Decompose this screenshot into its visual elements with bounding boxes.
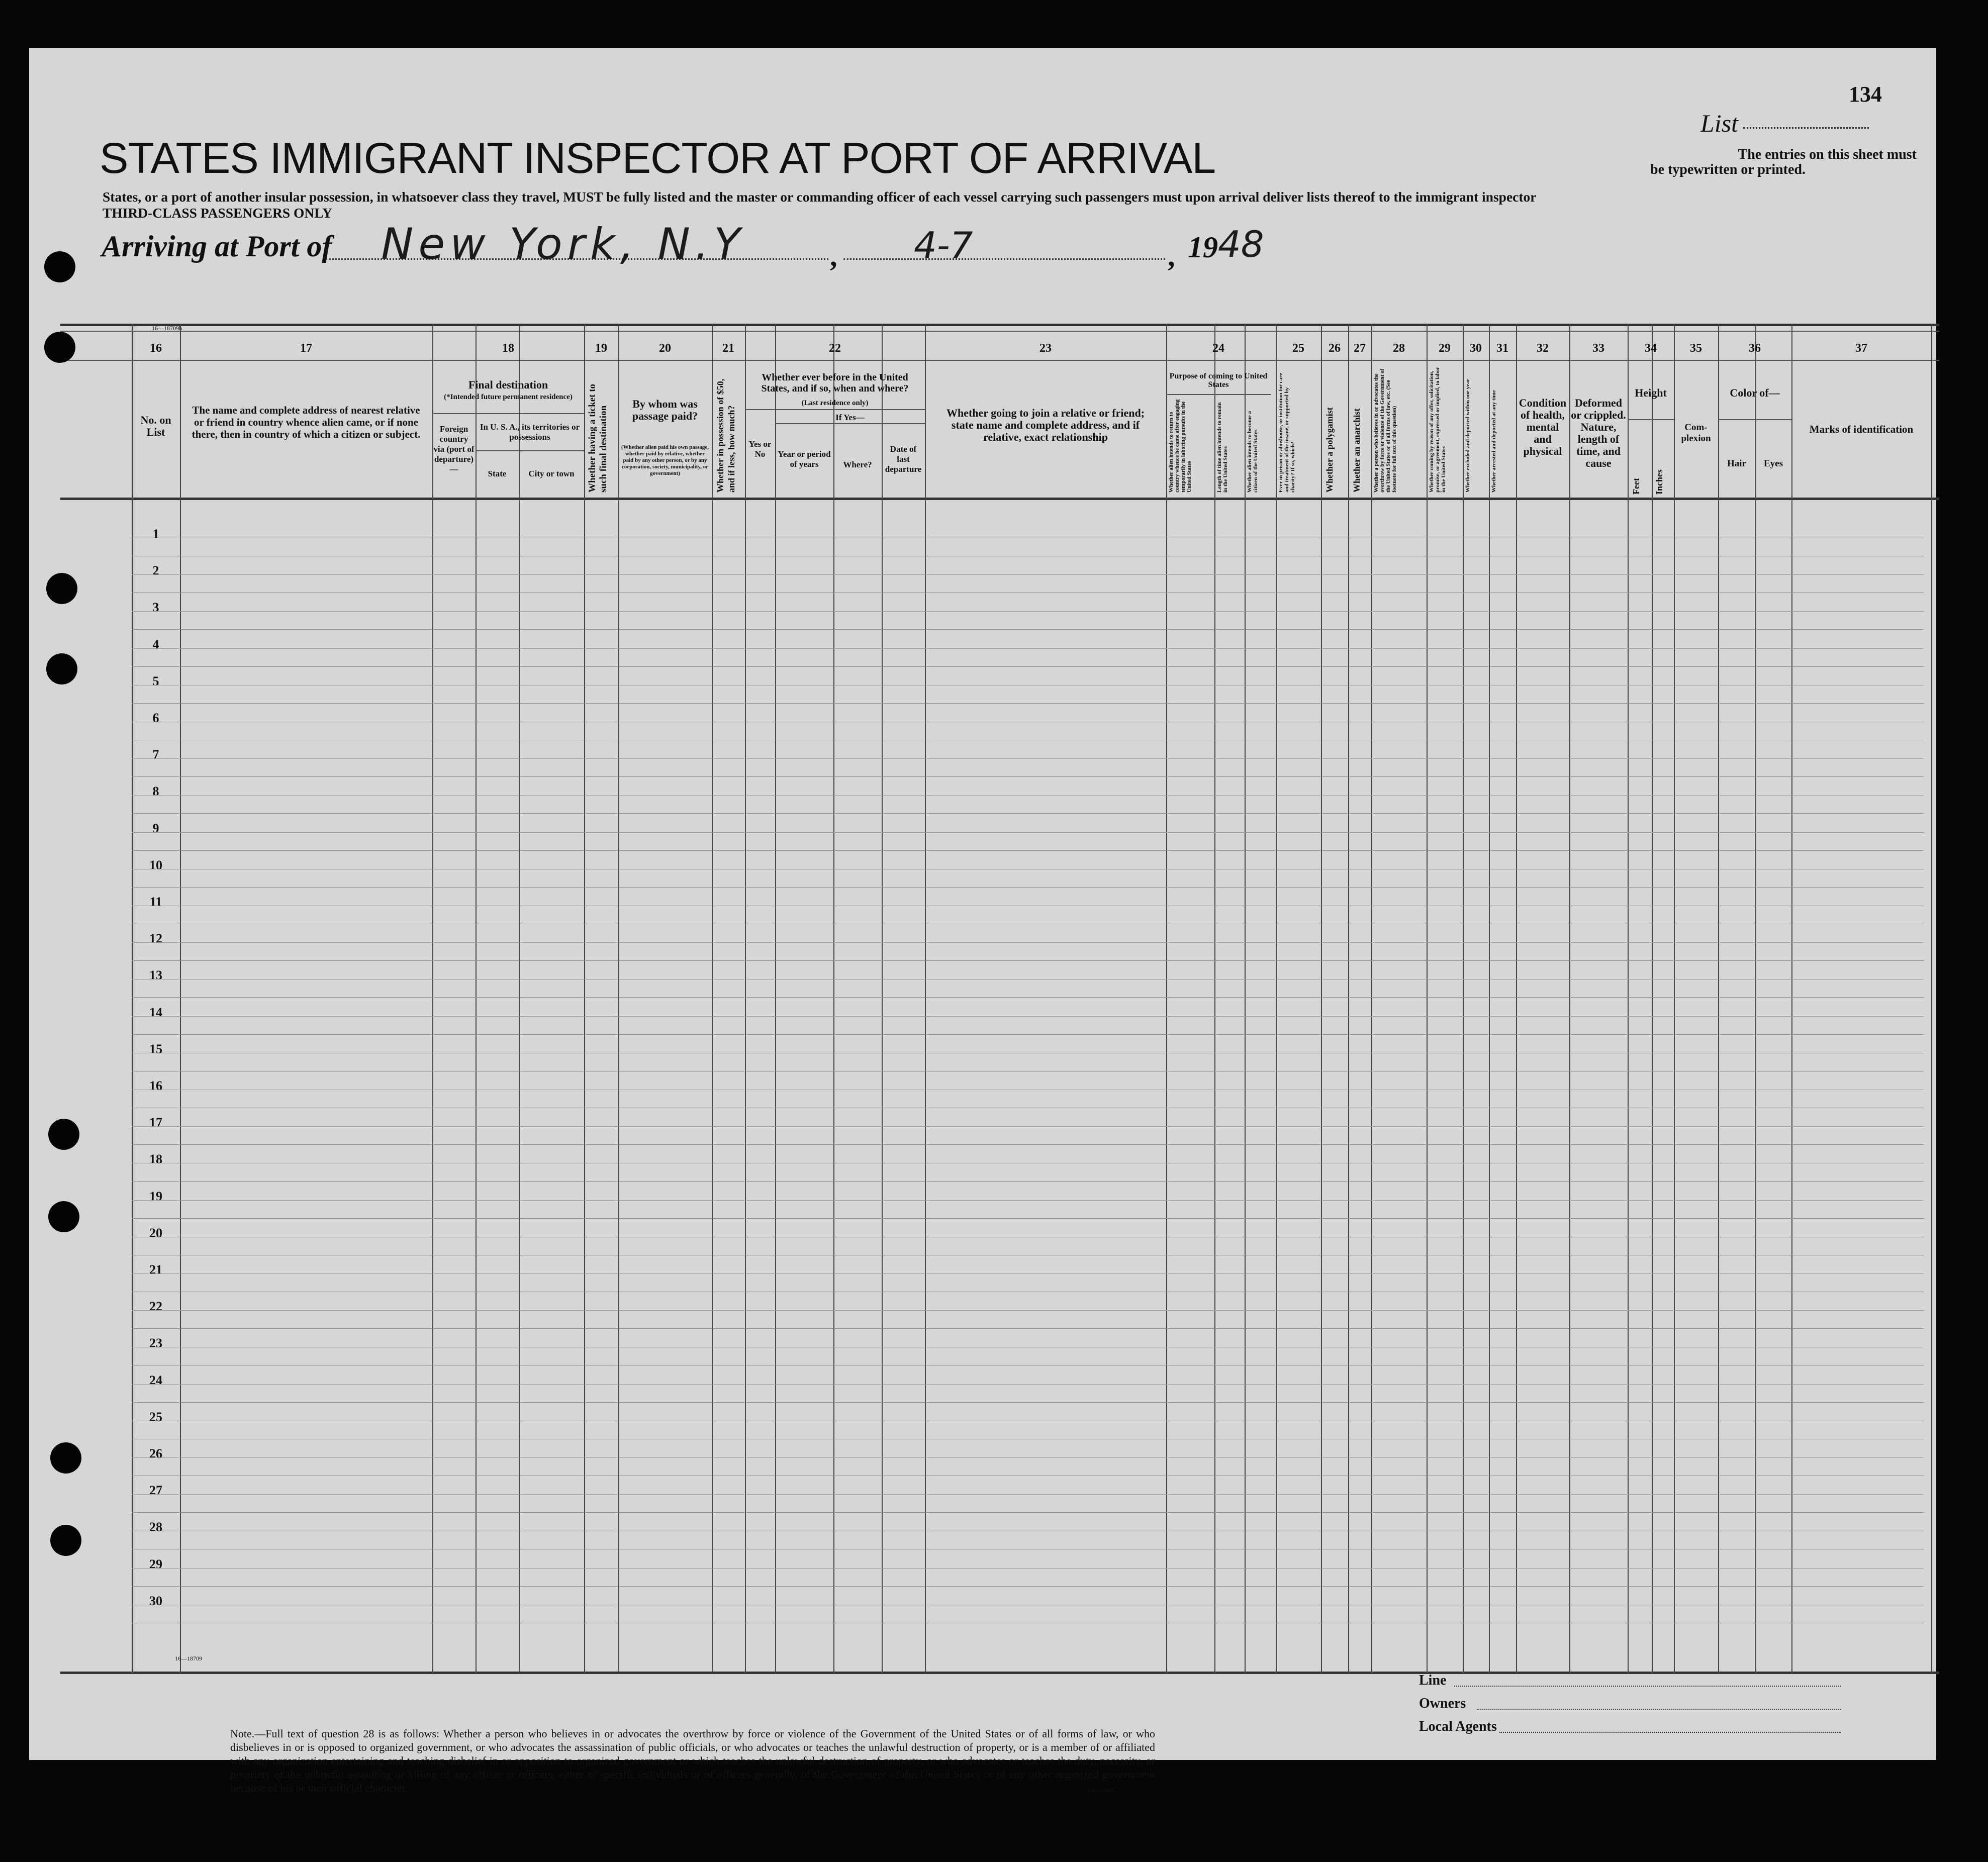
header-complexion: Com- plexion (1681, 422, 1711, 444)
row-number: 20 (149, 1226, 162, 1240)
list-label: List (1700, 109, 1739, 137)
col-line (1755, 324, 1756, 1674)
col-line (1718, 324, 1719, 1674)
row-rule (132, 629, 1924, 630)
col-number: 22 (829, 342, 841, 355)
header-arrested: Whether arrested and deported at any time (1491, 390, 1497, 493)
header-before-in-us: Whether ever before in the United States, and if so, when and where? (761, 372, 909, 394)
row-rule (132, 1586, 1924, 1587)
header-deformed: Deformed or crippled. Nature, length of time, and cause (1571, 397, 1626, 469)
row-rule (132, 942, 1924, 943)
row-rule (132, 1328, 1924, 1329)
header-feet: Feet (1631, 478, 1641, 495)
header-color-of: Color of— (1730, 386, 1780, 399)
row-rule (132, 1568, 1924, 1569)
typewritten-notice-line2: be typewritten or printed. (1650, 162, 1806, 177)
row-number: 23 (149, 1336, 162, 1350)
header-if-yes: If Yes— (835, 413, 865, 422)
col-line (1348, 324, 1349, 1674)
header-final-destination: Final destination (468, 378, 548, 391)
row-number: 4 (152, 637, 159, 652)
row-number: 2 (152, 563, 159, 578)
row-rule (132, 850, 1924, 851)
header-inches: Inches (1654, 469, 1664, 495)
c34-sub-divider (1628, 419, 1674, 420)
list-number: 134 (1849, 82, 1882, 107)
row-rule (132, 997, 1924, 998)
c18-usa-divider (476, 450, 584, 451)
table-bottom-border (60, 1672, 1939, 1674)
row-rule (132, 758, 1924, 759)
row-number: 5 (152, 674, 159, 689)
form-code-note: 16—18709b (1085, 1787, 1115, 1794)
col-line (1321, 324, 1322, 1674)
row-number: 11 (149, 895, 162, 909)
header-where: Where? (843, 460, 872, 469)
header-nearest-relative: The name and complete address of nearest relative or friend in country whence alien came, or if none there, then in country of which a citizen or subject. (192, 404, 421, 440)
footer-line-field[interactable] (1454, 1686, 1841, 1687)
header-before-in-us-sub: (Last residence only) (801, 399, 869, 407)
row-rule (132, 776, 1924, 777)
row-number: 27 (149, 1483, 162, 1498)
binder-hole (50, 1525, 81, 1556)
col-number: 26 (1329, 342, 1341, 355)
row-number: 21 (149, 1262, 162, 1277)
footer-owners-label: Owners (1419, 1696, 1466, 1711)
row-number: 29 (149, 1557, 162, 1572)
header-last-departure: Date of last departure (885, 444, 922, 474)
row-number: 8 (152, 784, 159, 799)
row-rule (132, 1200, 1924, 1201)
header-passage-paid-sub: (Whether alien paid his own passage, whether paid by relative, whether paid by any other person, or by any corporation, society, municipality, or government) (621, 444, 709, 476)
header-q28: Whether a person who believes in or advocates the overthrow by force or violence of the Government of the United States or of all forms of law, etc. (See footnote for full text of this question) (1373, 368, 1397, 493)
header-height: Height (1635, 386, 1667, 399)
row-rule (132, 648, 1924, 649)
row-rule (132, 1144, 1924, 1145)
row-rule (132, 1512, 1924, 1513)
header-foreign-country: Foreign country via (port of departure)— (433, 424, 475, 474)
row-rule (132, 1457, 1924, 1458)
col-number: 36 (1749, 342, 1761, 355)
row-rule (132, 574, 1924, 575)
page-title: STATES IMMIGRANT INSPECTOR AT PORT OF ARRIVAL (100, 134, 1216, 182)
col-line (132, 324, 133, 1674)
header-purpose-return: Whether alien intends to return to country whence he came after engaging temporarily in laboring pursuits in the United States (1168, 399, 1192, 493)
col-number: 33 (1592, 342, 1604, 355)
row-rule (132, 887, 1924, 888)
col-line (1931, 324, 1932, 1674)
c24-sub-divider (1166, 394, 1271, 395)
row-number: 22 (149, 1299, 162, 1314)
row-number: 3 (152, 600, 159, 615)
comma-separator: , (1168, 240, 1175, 272)
col-line (1245, 324, 1246, 1674)
col-number: 21 (722, 342, 734, 355)
col-number: 28 (1393, 342, 1405, 355)
column-number-divider (60, 360, 1939, 361)
col-number: 31 (1496, 342, 1508, 355)
col-number: 24 (1212, 342, 1224, 355)
header-hair: Hair (1727, 458, 1746, 469)
list-line (1743, 127, 1869, 129)
subtitle-passenger-class: THIRD-CLASS PASSENGERS ONLY (103, 205, 332, 221)
row-rule (132, 1126, 1924, 1127)
question-28-note: Note.—Full text of question 28 is as follows: Whether a person who believes in or advocates the overthrow by force or violence of the Government of the United States or of all forms of law, or who disbelieves in or is opposed to organized government, or who advocates the assassination of public officials, or who advocates or teaches the unlawful destruction of property, or is a member of or affiliated with any organization entertaining and teaching disbelief in or opposition to organized government or which teaches the unlawful destruction of property, or who advocates or teaches the duty, necessity, or propriety of the unlawful assaulting or killing of any officer or officers, either of specific individuals or of officers generally, of the Government of the United States or of any other organized government because of his or their official character. (230, 1727, 1155, 1794)
col-line (1791, 324, 1792, 1674)
form-code-bottom: 16—18709 (175, 1655, 202, 1662)
col-number: 17 (300, 342, 312, 355)
row-rule (132, 960, 1924, 961)
col-number: 19 (595, 342, 607, 355)
row-number: 19 (149, 1189, 162, 1204)
col-line (925, 324, 926, 1674)
col-number: 18 (502, 342, 514, 355)
col-number: 25 (1292, 342, 1304, 355)
header-final-destination-sub: (*Intended future permanent residence) (444, 393, 573, 401)
binder-hole (46, 653, 77, 684)
col-number: 37 (1855, 342, 1867, 355)
row-number: 15 (149, 1042, 162, 1056)
footer-agents-field[interactable] (1499, 1732, 1841, 1733)
row-number: 6 (152, 711, 159, 725)
subtitle-instructions: States, or a port of another insular possession, in whatsoever class they travel, MUST be fully listed and the master or commanding officer of each vessel carrying such passengers must upon arrival deliver lists thereof to the immigrant inspector (103, 189, 1537, 205)
header-labor-offer: Whether coming by reason of any offer, solicitation, promise, or agreement, expressed or implied, to labor in the United States (1429, 367, 1447, 493)
col-line (745, 324, 746, 1674)
row-rule (132, 1384, 1924, 1385)
footer-owners-field[interactable] (1477, 1709, 1841, 1710)
c18-sub-divider (432, 413, 584, 414)
header-state: State (488, 469, 507, 478)
col-line (1652, 324, 1653, 1674)
col-line (584, 324, 585, 1674)
row-rule (132, 1181, 1924, 1182)
col-line (1569, 324, 1570, 1674)
year-handwritten: 48 (1218, 223, 1264, 265)
header-fifty-dollars: Whether in possession of $50, and if less, how much? (715, 378, 736, 493)
header-purpose: Purpose of coming to United States (1169, 372, 1268, 389)
col-line (1489, 324, 1490, 1674)
row-number: 28 (149, 1520, 162, 1534)
header-join-relative: Whether going to join a relative or friend; state name and complete address, and if relative, exact relationship (946, 407, 1145, 443)
header-bottom-border (60, 498, 1939, 500)
col-number: 32 (1537, 342, 1549, 355)
col-number: 20 (659, 342, 671, 355)
header-usa: In U. S. A., its territories or possessions (480, 422, 580, 442)
header-purpose-length: Length of time alien intends to remain in the United States (1216, 402, 1228, 493)
row-rule (132, 666, 1924, 667)
row-rule (132, 832, 1924, 833)
col-number: 16 (150, 342, 162, 355)
header-purpose-citizen: Whether alien intends to become a citizen of the United States (1247, 411, 1259, 493)
c22-ifyes-divider (775, 423, 925, 424)
header-eyes: Eyes (1764, 458, 1783, 469)
arriving-label: Arriving at Port of (102, 230, 332, 263)
header-health: Condition of health, mental and physical (1519, 397, 1567, 457)
col-number: 30 (1470, 342, 1482, 355)
row-number: 25 (149, 1410, 162, 1424)
binder-hole (44, 332, 75, 363)
header-no-on-list: No. on List (140, 414, 171, 438)
col-number: 27 (1354, 342, 1366, 355)
manifest-table (60, 324, 1939, 1674)
binder-hole (46, 573, 77, 604)
row-number: 18 (149, 1152, 162, 1166)
row-rule (132, 1310, 1924, 1311)
header-passage-paid: By whom was passage paid? (632, 398, 698, 422)
port-handwritten: New York, N.Y (381, 219, 745, 269)
header-years: Year or period of years (778, 449, 831, 469)
col-number: 23 (1039, 342, 1052, 355)
row-rule (132, 1218, 1924, 1219)
row-rule (132, 813, 1924, 814)
row-rule (132, 703, 1924, 704)
row-number: 12 (149, 931, 162, 946)
table-top-border-inner (60, 331, 1939, 332)
col-line (1166, 324, 1167, 1674)
col-line (180, 324, 181, 1674)
header-city: City or town (528, 469, 575, 478)
row-rule (132, 1273, 1924, 1274)
form-code-top: 16—18709b (152, 325, 182, 332)
col-number: 34 (1645, 342, 1657, 355)
row-number: 10 (149, 858, 162, 872)
header-prison: Ever in prison or almshouse, or institution for care and treatment of the insane, or supported by charity? If so, which? (1278, 373, 1296, 493)
header-anarchist: Whether an anarchist (1352, 408, 1362, 493)
col-line (775, 324, 776, 1674)
header-yes-or-no: Yes or No (748, 439, 772, 459)
comma-separator: , (830, 240, 837, 272)
col-line (1276, 324, 1277, 1674)
row-number: 16 (149, 1079, 162, 1093)
row-number: 17 (149, 1115, 162, 1130)
c22-sub-divider (745, 409, 925, 410)
row-number: 1 (152, 527, 159, 541)
row-rule (132, 1034, 1924, 1035)
row-rule (132, 611, 1924, 612)
col-line (882, 324, 883, 1674)
col-line (519, 324, 520, 1674)
year-prefix: 19 (1188, 231, 1218, 264)
row-number: 13 (149, 968, 162, 983)
header-marks: Marks of identification (1809, 423, 1914, 435)
row-number: 14 (149, 1005, 162, 1020)
col-line (712, 324, 713, 1674)
binder-hole (48, 1119, 79, 1150)
header-ticket: Whether having a ticket to such final destination (587, 383, 609, 493)
col-number: 29 (1439, 342, 1451, 355)
header-excluded: Whether excluded and deported within one year (1465, 378, 1471, 493)
row-rule (132, 1016, 1924, 1017)
col-line (1628, 324, 1629, 1674)
row-rule (132, 1402, 1924, 1403)
col-line (1214, 324, 1215, 1674)
col-line (1463, 324, 1464, 1674)
binder-hole (44, 251, 75, 282)
row-rule (132, 795, 1924, 796)
col-line (1674, 324, 1675, 1674)
manifest-sheet (29, 48, 1936, 1794)
header-polygamist: Whether a polygamist (1324, 407, 1335, 493)
col-number: 35 (1690, 342, 1702, 355)
col-line (1427, 324, 1428, 1674)
date-handwritten: 4-7 (914, 224, 973, 266)
binder-hole (48, 1201, 79, 1232)
col-line (432, 324, 433, 1674)
footer-line-label: Line (1419, 1673, 1447, 1688)
table-top-border (60, 324, 1939, 326)
col-line (1516, 324, 1517, 1674)
date-dotted-line (843, 258, 1165, 260)
row-number: 9 (152, 821, 159, 836)
row-number: 7 (152, 747, 159, 762)
c36-sub-divider (1718, 419, 1791, 420)
col-line (833, 324, 834, 1674)
row-rule (132, 1494, 1924, 1495)
footer-agents-label: Local Agents (1419, 1719, 1497, 1734)
row-number: 24 (149, 1373, 162, 1388)
binder-hole (50, 1442, 81, 1474)
col-line (618, 324, 619, 1674)
row-number: 30 (149, 1594, 162, 1608)
typewritten-notice-line1: The entries on this sheet must (1738, 147, 1917, 162)
col-line (476, 324, 477, 1674)
col-line (1371, 324, 1372, 1674)
row-number: 26 (149, 1446, 162, 1461)
